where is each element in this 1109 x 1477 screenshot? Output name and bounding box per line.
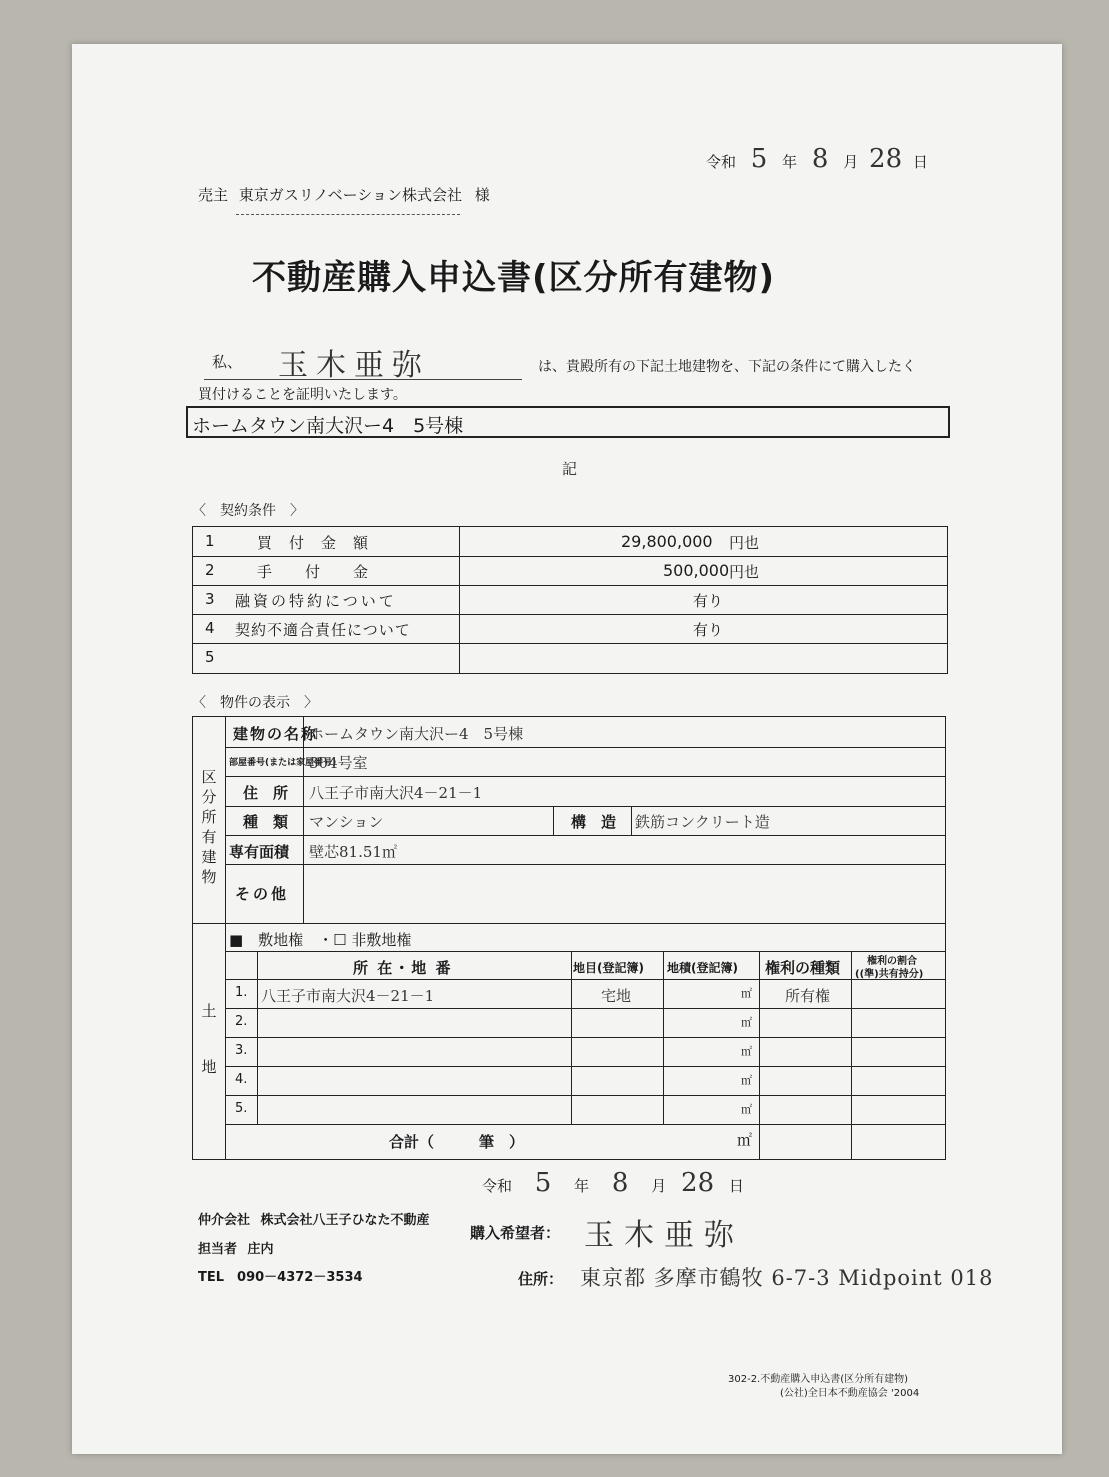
land-side-label-2: 地 [201, 1058, 217, 1076]
land-area-unit: ㎡ [741, 987, 752, 1000]
land-right: 所有権 [785, 987, 831, 1005]
date-day-label: 日 [728, 1177, 744, 1195]
document-title: 不動産購入申込書(区分所有建物) [252, 258, 776, 298]
purchase-price: 29,800,000 [621, 532, 713, 551]
land-row-no: 2. [235, 1014, 248, 1029]
date-day-label: 日 [912, 153, 928, 171]
seller-honorific: 様 [474, 186, 490, 204]
contract-row-label: 手 付 金 [257, 563, 370, 581]
building-name: ホームタウン南大沢ー4 5号棟 [309, 725, 524, 743]
seller-underline [236, 214, 460, 215]
date-day: 28 [869, 144, 903, 174]
purchase-price-unit: 円也 [729, 534, 760, 552]
contract-divider [459, 527, 460, 673]
applicant-prefix: 私、 [212, 353, 243, 371]
contract-row-line [193, 556, 947, 557]
building-row-line [225, 747, 945, 748]
land-row-line [225, 951, 945, 952]
contract-row-label: 買 付 金 額 [257, 534, 370, 552]
contract-row-no: 1 [205, 532, 215, 550]
applicant-name: 玉木亜弥 [278, 348, 430, 383]
land-location: 八王子市南大沢4－21－1 [261, 987, 435, 1005]
land-total-unit: ㎡ [737, 1131, 753, 1149]
footer-form-number: 302-2.不動産購入申込書(区分所有建物) [728, 1374, 909, 1385]
property-box-text: ホームタウン南大沢ー4 5号棟 [192, 415, 464, 437]
date-month: 8 [811, 144, 829, 174]
land-header-right: 権利の種類 [765, 959, 841, 977]
date-era: 令和 [482, 1177, 513, 1195]
type-label: 種 類 [243, 813, 289, 831]
contract-row-no: 5 [205, 648, 215, 666]
contract-row-no: 3 [205, 590, 215, 608]
structure-divider [631, 806, 632, 835]
date-bottom [482, 1168, 744, 1198]
area-label: 専有面積 [229, 843, 290, 861]
land-row-line [225, 979, 945, 980]
land-row-no: 4. [235, 1072, 248, 1087]
building-row-line [225, 835, 945, 836]
contract-row-line [193, 614, 947, 615]
contract-row-no: 4 [205, 619, 215, 637]
date-month-label: 月 [651, 1177, 667, 1195]
deposit-unit: 円也 [729, 563, 760, 581]
contract-row-no: 2 [205, 561, 215, 579]
date-day: 28 [681, 1168, 715, 1198]
land-row-line [225, 1008, 945, 1009]
land-col-line [663, 951, 664, 1124]
other-label: その他 [235, 885, 290, 903]
applicant-statement-2: 買付けることを証明いたします。 [198, 387, 407, 403]
date-year-label: 年 [782, 153, 798, 171]
seller-label: 売主 [198, 186, 229, 204]
contract-row-label: 融資の特約について [235, 592, 397, 610]
property-box [186, 406, 950, 438]
broker-tel: TEL 090－4372－3534 [198, 1270, 363, 1285]
property-table [192, 716, 946, 1160]
land-row-no: 3. [235, 1043, 248, 1058]
land-side-label-1: 土 [201, 1002, 217, 1020]
structure-label: 構 造 [571, 813, 617, 831]
land-row-no: 1. [235, 985, 248, 1000]
loan-clause-value: 有り [693, 592, 724, 610]
broker-staff-label: 担当者 [198, 1242, 238, 1257]
building-side-label: 区分所有建物 [201, 768, 217, 886]
building-row-line [225, 776, 945, 777]
building-name-label: 建物の名称 [233, 725, 319, 743]
building-address: 八王子市南大沢4－21－1 [309, 784, 483, 802]
land-col-line [759, 951, 760, 1159]
broker-staff: 庄内 [247, 1242, 274, 1257]
land-area-unit: ㎡ [741, 1103, 752, 1116]
date-year: 5 [534, 1168, 552, 1198]
date-top [706, 144, 928, 174]
date-era: 令和 [706, 153, 737, 171]
side-divider [225, 717, 226, 1159]
land-header-location: 所 在・地 番 [353, 959, 453, 977]
property-heading: 〈 物件の表示 〉 [192, 695, 318, 711]
date-month: 8 [611, 1168, 629, 1198]
broker-company-label: 仲介会社 [198, 1213, 251, 1228]
floor-area: 壁芯81.51㎡ [309, 843, 397, 861]
contract-row-line [193, 585, 947, 586]
applicant-statement-1: は、貴殿所有の下記土地建物を、下記の条件にて購入したく [538, 359, 916, 375]
footer-association: (公社)全日本不動産協会 '2004 [780, 1388, 920, 1399]
building-structure: 鉄筋コンクリート造 [635, 813, 770, 831]
land-row-line [225, 1095, 945, 1096]
buyer-address: 東京都 多摩市鶴牧 6-7-3 Midpoint 018 [580, 1266, 994, 1290]
land-col-line [257, 951, 258, 1124]
land-category: 宅地 [601, 987, 632, 1005]
deposit-amount: 500,000 [663, 561, 730, 580]
land-header-share-sub: ((準)共有持分) [855, 969, 924, 980]
type-divider [553, 806, 554, 835]
buyer-name: 玉木亜弥 [584, 1218, 744, 1253]
seller-line [198, 184, 490, 205]
contract-row-line [193, 643, 947, 644]
room-label: 部屋番号(または家屋番号) [229, 758, 337, 768]
land-header-area: 地積(登記簿) [667, 961, 738, 975]
contract-row-label: 契約不適合責任について [235, 621, 411, 639]
land-row-no: 5. [235, 1101, 248, 1116]
room-number: 304号室 [309, 754, 368, 772]
applicant-underline [204, 379, 522, 380]
buyer-label: 購入希望者： [470, 1224, 561, 1242]
buyer-address-label: 住所： [518, 1270, 564, 1288]
land-rights-checkbox: ■ 敷地権 ・☐ 非敷地権 [229, 931, 412, 949]
building-type: マンション [309, 813, 384, 831]
section-divider [193, 923, 945, 924]
broker-company-line [198, 1209, 430, 1228]
land-row-line [225, 1037, 945, 1038]
date-year-label: 年 [574, 1177, 590, 1195]
land-area-unit: ㎡ [741, 1074, 752, 1087]
address-label: 住 所 [243, 784, 289, 802]
broker-company: 株式会社八王子ひなた不動産 [260, 1213, 430, 1228]
ki-mark: 記 [562, 460, 578, 478]
land-col-line [571, 951, 572, 1124]
land-header-category: 地目(登記簿) [573, 961, 644, 975]
land-col-line [851, 951, 852, 1159]
land-area-unit: ㎡ [741, 1045, 752, 1058]
date-month-label: 月 [843, 153, 859, 171]
seller-name: 東京ガスリノベーション株式会社 [238, 186, 462, 204]
contract-table [192, 526, 948, 674]
document-page [72, 44, 1062, 1454]
land-header-share: 権利の割合 [867, 956, 917, 967]
building-row-line [225, 864, 945, 865]
land-area-unit: ㎡ [741, 1016, 752, 1029]
land-row-line [225, 1066, 945, 1067]
date-year: 5 [750, 144, 768, 174]
broker-staff-line [198, 1238, 274, 1257]
land-row-line [225, 1124, 945, 1125]
contract-heading: 〈 契約条件 〉 [192, 503, 304, 519]
land-total-label: 合計（ 筆 ） [389, 1133, 525, 1151]
building-row-line [225, 806, 945, 807]
liability-value: 有り [693, 621, 724, 639]
